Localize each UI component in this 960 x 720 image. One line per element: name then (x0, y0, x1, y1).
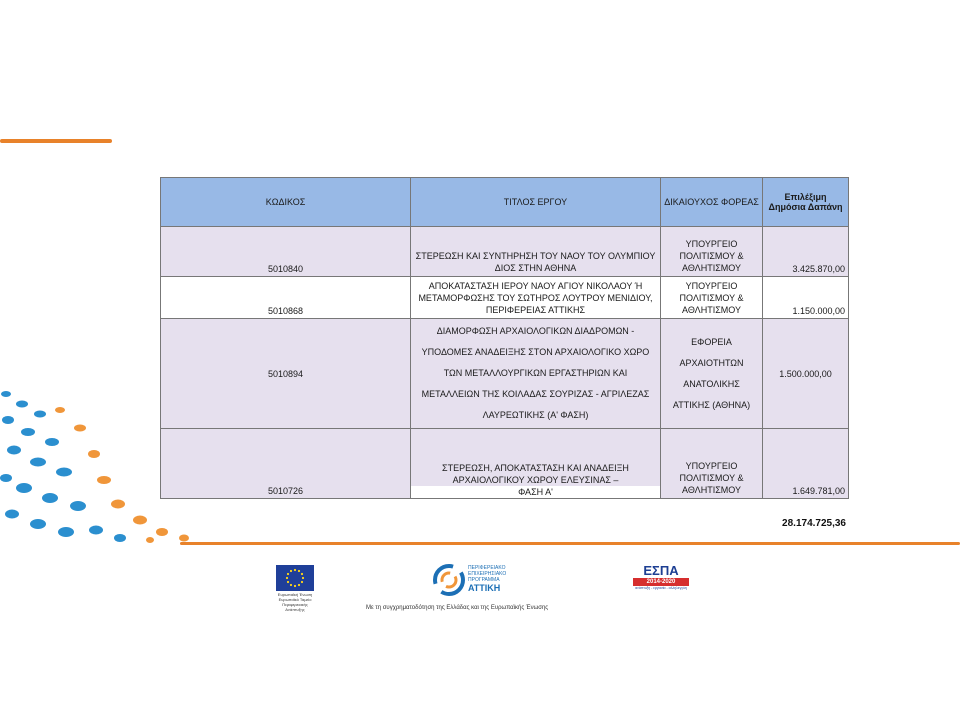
top-accent-line (0, 139, 112, 143)
row-amount: 1.649.781,00 (763, 429, 849, 499)
row-amount: 3.425.870,00 (763, 227, 849, 277)
table-header-row (161, 178, 849, 227)
pep-line: ΠΕΡΙΦΕΡΕΙΑΚΟ (468, 565, 506, 571)
title-line: ΣΤΕΡΕΩΣΗ ΚΑΙ ΣΥΝΤΗΡΗΣΗ ΤΟΥ ΝΑΟΥ ΤΟΥ ΟΛΥΜΠΙΟΥ (415, 251, 656, 261)
header-code: ΚΩΔΙΚΟΣ (161, 178, 411, 227)
pep-attiki-logo (432, 563, 522, 599)
row-title (411, 277, 661, 319)
agency-line: ΥΠΟΥΡΓΕΙΟ (685, 239, 738, 249)
row-agency (661, 227, 763, 277)
title-line: ΠΕΡΙΦΕΡΕΙΑΣ ΑΤΤΙΚΗΣ (485, 305, 586, 315)
title-line: ΑΠΟΚΑΤΑΣΤΑΣΗ ΙΕΡΟΥ ΝΑΟΥ ΑΓΙΟΥ ΝΙΚΟΛΑΟΥ Ή (428, 281, 643, 291)
eu-caption-line: Περιφερειακής Ανάπτυξης (282, 602, 308, 612)
row-title (411, 227, 661, 277)
eu-caption-line: Ευρωπαϊκή Ένωση (277, 592, 313, 597)
espa-logo (633, 564, 689, 591)
total-amount: 28.174.725,36 (782, 518, 846, 529)
table-row (161, 319, 849, 429)
agency-line: ΠΟΛΙΤΙΣΜΟΥ & (679, 473, 744, 483)
agency-line: ΕΦΟΡΕΙΑ (691, 336, 732, 347)
row-agency (661, 277, 763, 319)
table-row (161, 429, 849, 499)
pep-swirl-icon (432, 563, 466, 597)
agency-line: ΠΟΛΙΤΙΣΜΟΥ & (679, 251, 744, 261)
projects-table (160, 177, 849, 499)
title-line: ΣΤΕΡΕΩΣΗ, ΑΠΟΚΑΤΑΣΤΑΣΗ ΚΑΙ ΑΝΑΔΕΙΞΗ (442, 463, 629, 473)
eu-caption (275, 592, 315, 612)
title-line: ΛΑΥΡΕΩΤΙΚΗΣ (Α' ΦΑΣΗ) (482, 410, 589, 420)
row-title (411, 429, 661, 499)
title-line: ΜΕΤΑΛΛΕΙΩΝ ΤΗΣ ΚΟΙΛΑΔΑΣ ΣΟΥΡΙΖΑΣ - ΑΓΡΙΛΕΖΑΣ (421, 389, 650, 399)
title-line: ΔΙΟΣ ΣΤΗΝ ΑΘΗΝΑ (494, 263, 577, 273)
row-title (411, 319, 661, 429)
agency-line: ΑΝΑΤΟΛΙΚΗΣ (683, 378, 740, 389)
header-amount (763, 178, 849, 227)
agency-line: ΑΘΛΗΤΙΣΜΟΥ (682, 263, 741, 273)
agency-line: ΑΘΛΗΤΙΣΜΟΥ (682, 485, 741, 495)
eu-flag-icon (276, 565, 314, 591)
header-amount-line2: Δημόσια Δαπάνη (768, 202, 843, 212)
header-amount-line1: Επιλέξιμη (784, 192, 827, 202)
pep-line: ΑΤΤΙΚΗ (468, 583, 501, 593)
pep-line: ΠΡΟΓΡΑΜΜΑ (468, 577, 500, 583)
row-agency (661, 429, 763, 499)
pep-line: ΕΠΙΧΕΙΡΗΣΙΑΚΟ (468, 571, 507, 577)
row-amount: 1.500.000,00 (763, 319, 849, 429)
title-line: ΥΠΟΔΟΜΕΣ ΑΝΑΔΕΙΞΗΣ ΣΤΟΝ ΑΡΧΑΙΟΛΟΓΙΚΟ ΧΩΡΟ (421, 347, 650, 357)
table-row (161, 227, 849, 277)
row-agency (661, 319, 763, 429)
espa-title: ΕΣΠΑ (643, 563, 679, 578)
title-line: ΤΩΝ ΜΕΤΑΛΛΟΥΡΓΙΚΩΝ ΕΡΓΑΣΤΗΡΙΩΝ ΚΑΙ (443, 368, 628, 378)
row-code: 5010868 (161, 277, 411, 319)
cofunding-note: Με τη συγχρηματοδότηση της Ελλάδας και της Ευρωπαϊκής Ένωσης (366, 605, 549, 611)
agency-line: ΑΤΤΙΚΗΣ (ΑΘΗΝΑ) (672, 399, 751, 410)
agency-line: ΑΡΧΑΙΟΤΗΤΩΝ (679, 357, 744, 368)
row-code: 5010840 (161, 227, 411, 277)
title-line: ΦΑΣΗ Α' (411, 486, 660, 498)
header-title: ΤΙΤΛΟΣ ΕΡΓΟΥ (411, 178, 661, 227)
title-line: ΑΡΧΑΙΟΛΟΓΙΚΟΥ ΧΩΡΟΥ ΕΛΕΥΣΙΝΑΣ – (452, 475, 619, 485)
row-code: 5010894 (161, 319, 411, 429)
table-row (161, 277, 849, 319)
bottom-accent-line (180, 542, 960, 545)
row-code: 5010726 (161, 429, 411, 499)
agency-line: ΑΘΛΗΤΙΣΜΟΥ (682, 305, 741, 315)
espa-subtitle: ανάπτυξη - εργασία - αλληλεγγύη (635, 586, 687, 590)
agency-line: ΥΠΟΥΡΓΕΙΟ (685, 281, 738, 291)
espa-years: 2014-2020 (633, 578, 689, 586)
title-line: ΜΕΤΑΜΟΡΦΩΣΗΣ ΤΟΥ ΣΩΤΗΡΟΣ ΛΟΥΤΡΟΥ ΜΕΝΙΔΙΟΥ, (418, 293, 653, 303)
agency-line: ΠΟΛΙΤΙΣΜΟΥ & (679, 293, 744, 303)
agency-line: ΥΠΟΥΡΓΕΙΟ (685, 461, 738, 471)
eu-caption-line: Ευρωπαϊκό Ταμείο (278, 597, 312, 602)
title-line: ΔΙΑΜΟΡΦΩΣΗ ΑΡΧΑΙΟΛΟΓΙΚΩΝ ΔΙΑΔΡΟΜΩΝ - (436, 326, 635, 336)
pep-text (468, 565, 506, 593)
row-amount: 1.150.000,00 (763, 277, 849, 319)
header-agency: ΔΙΚΑΙΟΥΧΟΣ ΦΟΡΕΑΣ (661, 178, 763, 227)
eu-logo (275, 565, 315, 612)
